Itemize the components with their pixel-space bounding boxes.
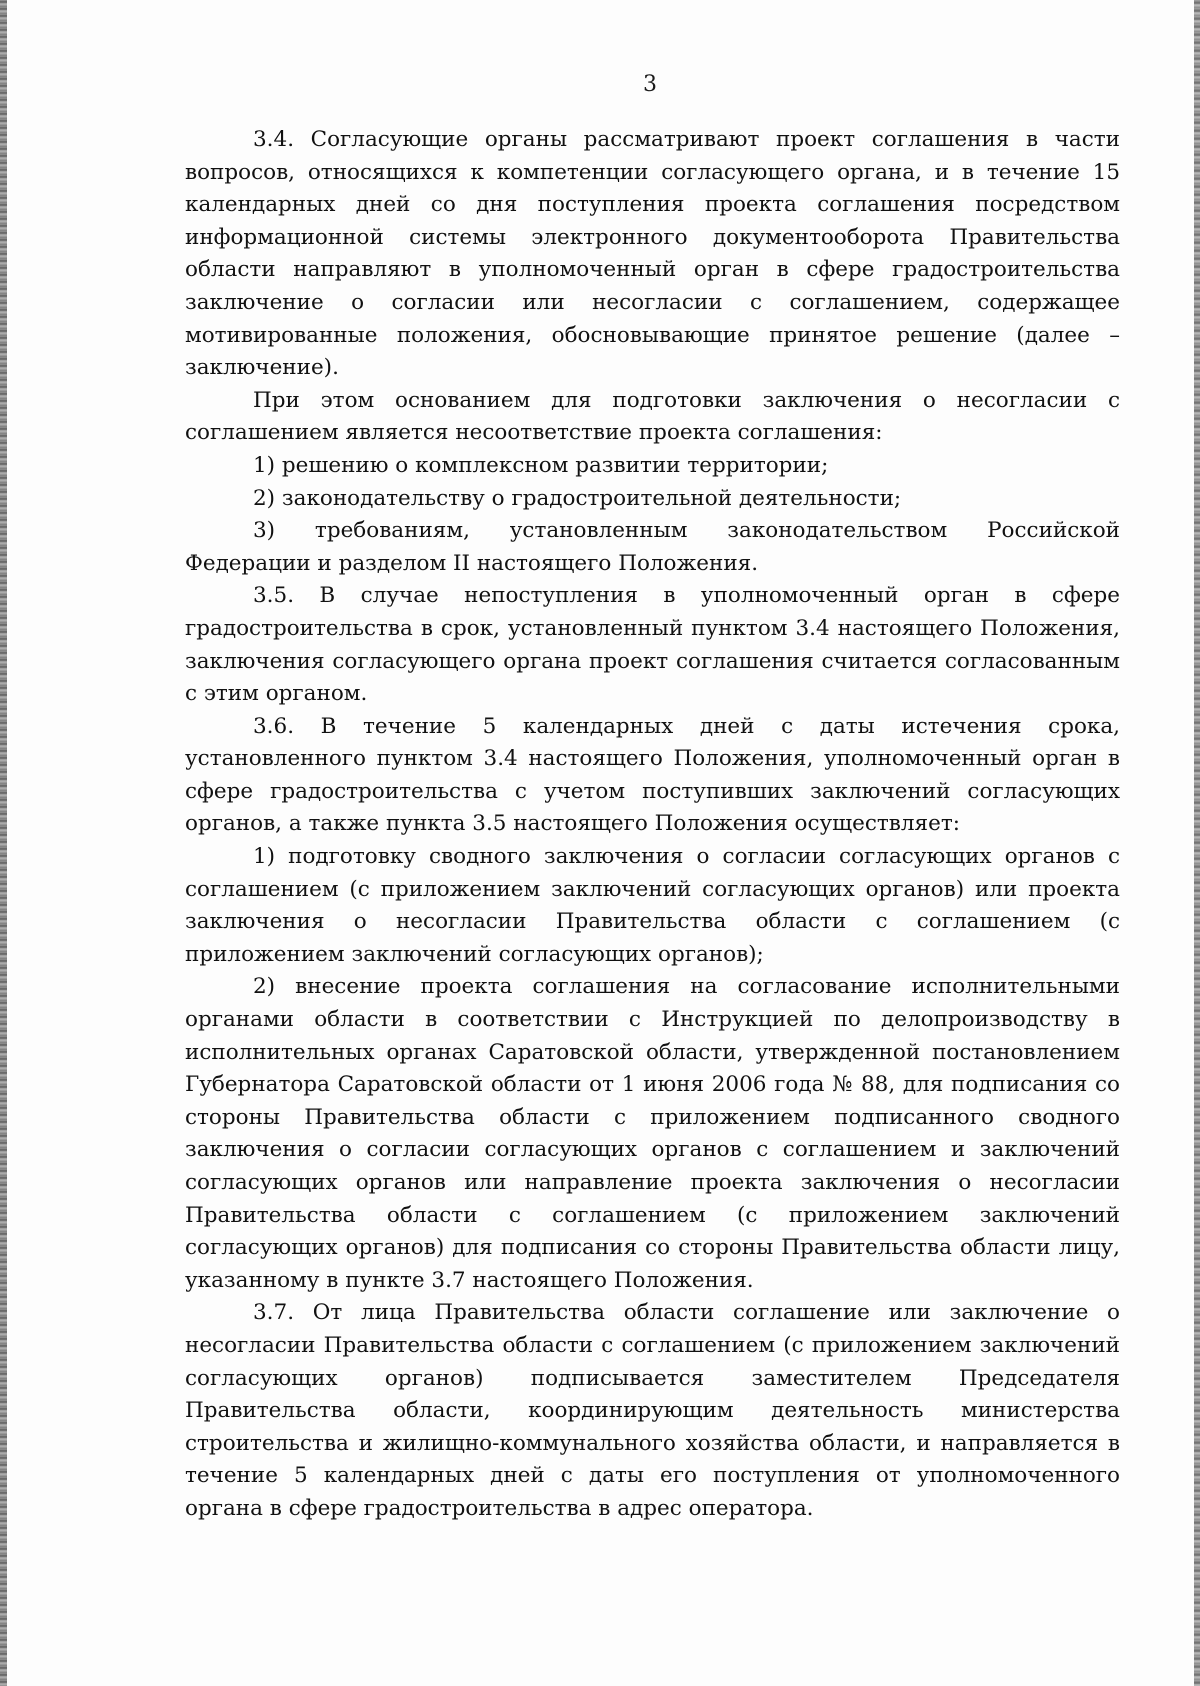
scan-edge-right bbox=[1194, 0, 1200, 1686]
paragraph-3-6-item-1: 1) подготовку сводного заключения о согласии согласующих органов с соглашением (с приложением заключений согласующих органов) или проекта заключения о несогласии Правительства области с соглашением (с приложением заключений согласующих органов); bbox=[185, 844, 1120, 967]
paragraph-3-4: 3.4. Согласующие органы рассматривают проект соглашения в части вопросов, относящихся к компетенции согласующего органа, и в течение 15 календарных дней со дня поступления проекта соглашения посредством информационной системы электронного документооборота Правительства области направляют в уполномоченный орган в сфере градостроительства заключение о согласии или несогласии с соглашением, содержащее мотивированные положения, обосновывающие принятое решение (далее – заключение). bbox=[185, 127, 1120, 381]
paragraph-3-5: 3.5. В случае непоступления в уполномоченный орган в сфере градостроительства в срок, установленный пунктом 3.4 настоящего Положения, заключения согласующего органа проект соглашения считается согласованным с этим органом. bbox=[185, 583, 1120, 707]
page-number: 3 bbox=[643, 72, 657, 97]
document-body bbox=[185, 124, 1120, 1526]
list-item-3: 3) требованиям, установленным законодательством Российской Федерации и разделом II настоящего Положения. bbox=[185, 518, 1120, 576]
paragraph-grounds: При этом основанием для подготовки заключения о несогласии с соглашением является несоответствие проекта соглашения: bbox=[185, 387, 1120, 446]
list-item-1: 1) решению о комплексном развитии территории; bbox=[253, 452, 829, 478]
scan-edge-left bbox=[0, 0, 7, 1686]
paragraph-3-6-item-2: 2) внесение проекта соглашения на согласование исполнительными органами области в соответствии с Инструкцией по делопроизводству в исполнительных органах Саратовской области, утвержденной постановлением Губернатора Саратовской области от 1 июня 2006 года № 88, для подписания со стороны Правительства области с приложением подписанного сводного заключения о согласии согласующих органов с соглашением и заключений согласующих органов или направление проекта заключения о несогласии Правительства области с соглашением (с приложением заключений согласующих органов) для подписания со стороны Правительства области лицу, указанному в пункте 3.7 настоящего Положения. bbox=[185, 974, 1120, 1293]
paragraph-3-7: 3.7. От лица Правительства области соглашение или заключение о несогласии Правительства области с соглашением (с приложением заключений согласующих органов) подписывается заместителем Председателя Правительства области, координирующим деятельность министерства строительства и жилищно-коммунального хозяйства области, и направляется в течение 5 календарных дней с даты его поступления от уполномоченного органа в сфере градостроительства в адрес оператора. bbox=[185, 1300, 1120, 1521]
list-item-2: 2) законодательству о градостроительной деятельности; bbox=[253, 485, 902, 511]
paragraph-3-6: 3.6. В течение 5 календарных дней с даты истечения срока, установленного пунктом 3.4 настоящего Положения, уполномоченный орган в сфере градостроительства с учетом поступивших заключений согласующих органов, а также пункта 3.5 настоящего Положения осуществляет: bbox=[185, 713, 1120, 837]
